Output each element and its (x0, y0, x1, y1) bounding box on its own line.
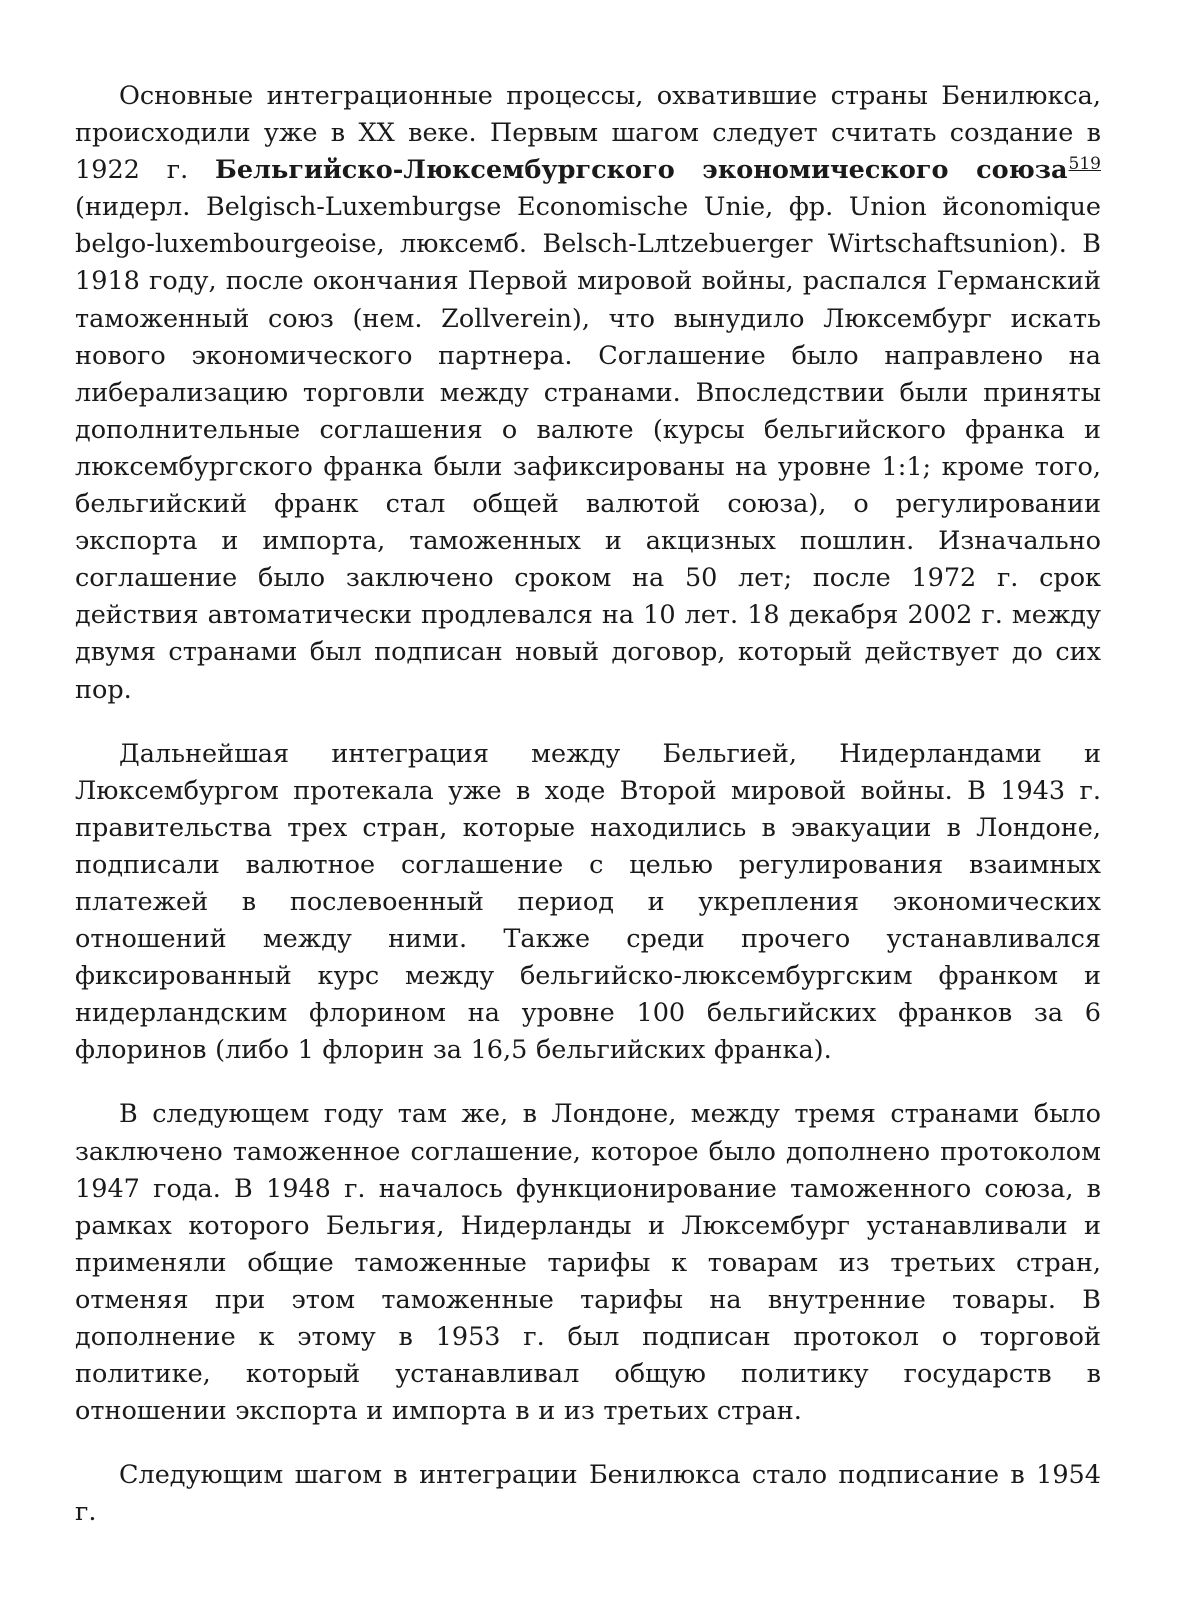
paragraph-1-rest: (нидерл. Belgisch-Luxemburgse Economische Unie, фр. Union йconomique belgo-luxembourgeoise, люксемб. Belsch-Lлtzebuerger Wirtschaftsunion). В 1918 году, после окончания Первой мировой войны, распался Германский таможенный союз (нем. Zollverein), что вынудило Люксембург искать нового экономического партнера. Соглашение было направлено на либерализацию торговли между странами. Впоследствии были приняты дополнительные соглашения о валюте (курсы бельгийского франка и люксембургского франка были зафиксированы на уровне 1:1; кроме того, бельгийский франк стал общей валютой союза), о регулировании экспорта и импорта, таможенных и акцизных пошлин. Изначально соглашение было заключено сроком на 50 лет; после 1972 г. срок действия автоматически продлевался на 10 лет. 18 декабря 2002 г. между двумя странами был подписан новый договор, который действует до сих пор. (75, 192, 1101, 705)
bold-term: Бельгийско-Люксембургского экономического союза (215, 155, 1068, 186)
paragraph-3: В следующем году там же, в Лондоне, между тремя странами было заключено таможенное соглашение, которое было дополнено протоколом 1947 года. В 1948 г. началось функционирование таможенного союза, в рамках которого Бельгия, Нидерланды и Люксембург устанавливали и применяли общие таможенные тарифы к товарам из третьих стран, отменяя при этом таможенные тарифы на внутренние товары. В дополнение к этому в 1953 г. был подписан протокол о торговой политике, который устанавливал общую политику государств в отношении экспорта и импорта в и из третьих стран. (75, 1099, 1101, 1427)
paragraph-4: Следующим шагом в интеграции Бенилюкса стало подписание в 1954 г. (75, 1460, 1101, 1528)
paragraph-1-lead: Основные интеграционные процессы, охватившие страны Бенилюкса, происходили уже в XX веке. Первым шагом следует считать создание в 1922 г. (75, 81, 1101, 186)
paragraph-1 (75, 78, 1101, 709)
document-page (75, 78, 1101, 1531)
paragraph-2: Дальнейшая интеграция между Бельгией, Нидерландами и Люксембургом протекала уже в ходе Второй мировой войны. В 1943 г. правительства трех стран, которые находились в эвакуации в Лондоне, подписали валютное соглашение с целью регулирования взаимных платежей в послевоенный период и укрепления экономических отношений между ними. Также среди прочего устанавливался фиксированный курс между бельгийско-люксембургским франком и нидерландским флорином на уровне 100 бельгийских франков за 6 флоринов (либо 1 флорин за 16,5 бельгийских франка). (75, 738, 1101, 1066)
footnote-reference[interactable]: 519 (1068, 153, 1101, 174)
